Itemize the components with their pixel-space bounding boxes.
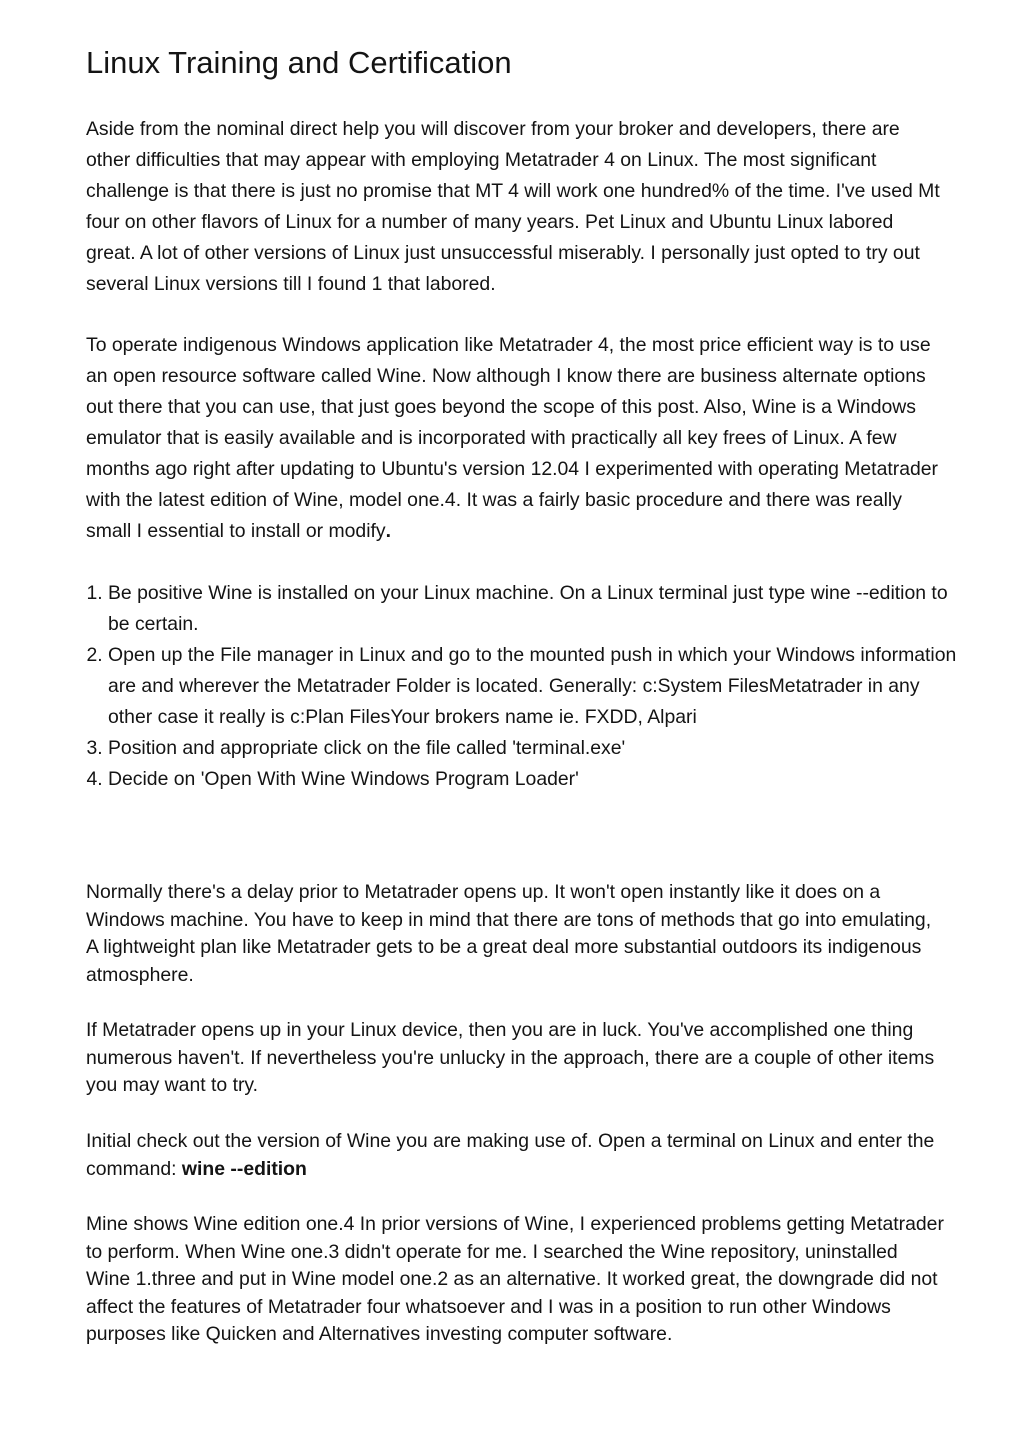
intro-paragraph: Aside from the nominal direct help you will discover from your broker and developers, there are other difficulties that may appear with employing Metatrader 4 on Linux. The most significant challenge is that there is just no promise that MT 4 will work one hundred% of the time. I've used Mt four on other flavors of Linux for a number of many years. Pet Linux and Ubuntu Linux labored great. A lot of other versions of Linux just unsuccessful miserably. I personally just opted to try out several Linux versions till I found 1 that labored.: [86, 118, 940, 295]
wine-paragraph-period: .: [385, 520, 391, 542]
page-title: Linux Training and Certification: [86, 45, 512, 80]
wine-command: wine --edition: [181, 1157, 307, 1180]
list-item: 3. Position and appropriate click on the file called 'terminal.exe': [108, 733, 968, 764]
luck-paragraph: If Metatrader opens up in your Linux device, then you are in luck. You've accomplished one thing numerous haven't. If nevertheless you're unlucky in the approach, there are a couple of other items you may want to try.: [86, 1019, 935, 1096]
list-item: 4. Decide on 'Open With Wine Windows Program Loader': [108, 764, 968, 795]
steps-list: [86, 578, 968, 795]
list-item: 1. Be positive Wine is installed on your Linux machine. On a Linux terminal just type wine --edition to be certain.: [108, 578, 968, 640]
wine-paragraph-text: To operate indigenous Windows application like Metatrader 4, the most price efficient way is to use an open resource software called Wine. Now although I know there are business alternate options out there that you can use, that just goes beyond the scope of this post. Also, Wine is a Windows emulator that is easily available and is incorporated with practically all key frees of Linux. A few months ago right after updating to Ubuntu's version 12.04 I experimented with operating Metatrader with the latest edition of Wine, model one.4. It was a fairly basic procedure and there was really small I essential to install or modify: [86, 334, 939, 542]
check-paragraph-text: Initial check out the version of Wine you are making use of. Open a terminal on Linux and enter the command:: [86, 1130, 935, 1180]
wine-paragraph: [86, 330, 946, 547]
mine-paragraph: Mine shows Wine edition one.4 In prior versions of Wine, I experienced problems getting Metatrader to perform. When Wine one.3 didn't operate for me. I searched the Wine repository, uninstalled Wine 1.three and put in Wine model one.2 as an alternative. It worked great, the downgrade did not affect the features of Metatrader four whatsoever and I was in a position to run other Windows purposes like Quicken and Alternatives investing computer software.: [86, 1213, 944, 1345]
delay-paragraph: Normally there's a delay prior to Metatrader opens up. It won't open instantly like it does on a Windows machine. You have to keep in mind that there are tons of methods that go into emulating, A lightweight plan like Metatrader gets to be a great deal more substantial outdoors its indigenous atmosphere.: [86, 881, 932, 986]
check-paragraph: [86, 1128, 946, 1183]
list-item: 2. Open up the File manager in Linux and go to the mounted push in which your Windows information are and wherever the Metatrader Folder is located. Generally: c:System FilesMetatrader in any other case it really is c:Plan FilesYour brokers name ie. FXDD, Alpari: [108, 640, 968, 733]
